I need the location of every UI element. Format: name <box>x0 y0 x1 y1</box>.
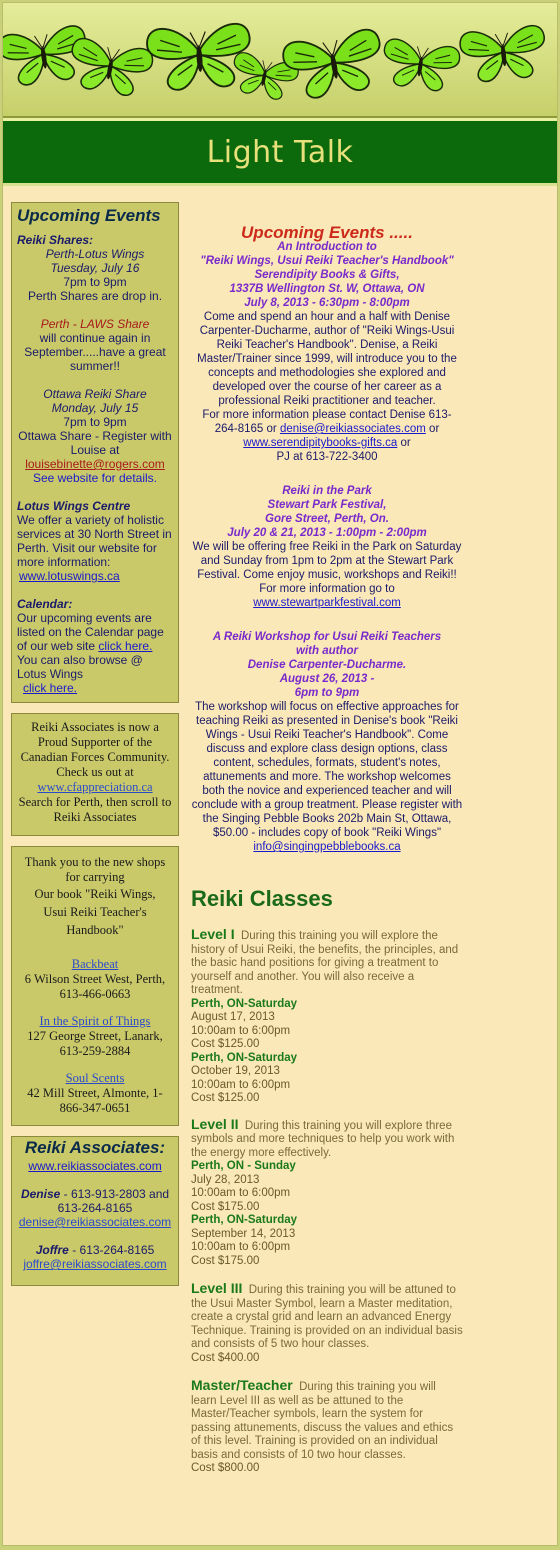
shop-name-link[interactable]: Soul Scents <box>65 1071 125 1085</box>
event-body: The workshop will focus on effective approaches for teaching Reiki as presented in Denise's book "Reiki Wings - Usui Reiki Teacher's Handbook". Come discuss and explore class design options, class content, schedules, formats, student's notes, attunements and more. The workshop welcomes both the novice and experienced teacher and will conclude with a group treatment. Please register with the Singing Pebble Books 202b Main St, Ottawa, <box>191 701 463 825</box>
or-text: or <box>425 423 440 435</box>
denise-email-link[interactable]: denise@reikiassociates.com <box>18 1215 172 1229</box>
session-location: Perth, ON-Saturday <box>191 1214 298 1226</box>
lotuswings-link[interactable]: www.lotuswings.ca <box>19 569 120 583</box>
joffre-phone: - 613-264-8165 <box>68 1243 155 1257</box>
session-time: 10:00am to 6:00pm <box>191 1024 291 1037</box>
class-level-title: Level II <box>191 1115 239 1132</box>
class-level-2 <box>191 1115 463 1269</box>
lotus-wings-text: We offer a variety of holistic services at 30 North Street in Perth. Visit our website for more information: <box>17 513 172 569</box>
session-cost: Cost $125.00 <box>191 1092 260 1104</box>
joffre-contact <box>17 1243 173 1257</box>
louise-email-link[interactable]: louisebinette@rogers.com <box>25 457 165 471</box>
calendar-title: Calendar: <box>17 597 73 611</box>
event-title-line: July 20 & 21, 2013 - 1:00pm - 2:00pm <box>227 527 427 539</box>
ottawa-share-date: Monday, July 15 <box>51 401 139 415</box>
shop-soul-scents <box>17 1071 173 1116</box>
denise-name: Denise <box>20 1187 61 1201</box>
perth-share-note: Perth Shares are drop in. <box>27 289 163 303</box>
shop-address: 42 Mill Street, Almonte, 1-866-347-0651 <box>27 1086 163 1115</box>
stewartpark-link[interactable]: www.stewartparkfestival.com <box>253 597 401 609</box>
event-title-line: July 8, 2013 - 6:30pm - 8:00pm <box>244 297 410 309</box>
event-body: We will be offering free Reiki in the Park on Saturday and Sunday from 1pm to 2pm at the Stewart Park Festival. Come enjoy music, workshops and Reiki!! For more information go to <box>192 541 462 595</box>
event-contact-text: For more information please contact Denise 613-264-8165 or <box>202 409 452 435</box>
supporter-search: Search for Perth, then scroll to Reiki Associates <box>18 795 172 824</box>
butterfly-banner <box>3 3 557 118</box>
browse-text: You can also browse @ Lotus Wings <box>17 653 143 681</box>
shop-name-link[interactable]: In the Spirit of Things <box>39 1014 151 1028</box>
reiki-shares-title: Reiki Shares: <box>17 233 94 247</box>
shops-box <box>11 846 179 1126</box>
class-level-1 <box>191 928 463 1106</box>
denise-email-link[interactable]: denise@reikiassociates.com <box>279 423 426 435</box>
class-level-title: Level I <box>191 926 235 942</box>
event-price: $50.00 - includes copy of book "Reiki Wings" <box>212 827 442 839</box>
perth-share-time: 7pm to 9pm <box>63 275 127 289</box>
session-time: 10:00am to 6:00pm <box>191 1187 291 1199</box>
main-content <box>191 186 463 1476</box>
event-title-line: with author <box>296 645 358 657</box>
or-text: or <box>397 437 411 449</box>
session-date: October 19, 2013 <box>191 1065 280 1077</box>
class-description: During this training you will be attuned to the Usui Master Symbol, learn a Master meditation, create a crystal grid and learn an advanced Energy Technique. Training is provided on an individual basis and consists of 5 two hour classes. <box>191 1284 463 1350</box>
event-contact <box>191 408 463 436</box>
session-date: September 14, 2013 <box>191 1227 296 1240</box>
event-teacher-workshop <box>191 630 463 854</box>
event-title-line: 6pm to 9pm <box>294 687 360 699</box>
reikiassociates-site-link[interactable]: www.reikiassociates.com <box>28 1159 162 1173</box>
site-title: Light Talk <box>206 134 354 170</box>
ottawa-share <box>17 387 173 485</box>
laws-share <box>17 317 173 373</box>
supporter-check: Check us out at <box>56 765 134 779</box>
session-location: Perth, ON-Saturday <box>191 997 298 1010</box>
event-reiki-in-park <box>191 484 463 610</box>
session-time: 10:00am to 6:00pm <box>191 1241 291 1253</box>
class-description: During this training you will explore three symbols and more techniques to help you work with the energy more effectively. <box>191 1119 455 1159</box>
lotus-wings-click-here-link[interactable]: click here. <box>23 681 78 695</box>
event-title-line: Gore Street, Perth, On. <box>265 513 389 525</box>
associates-box <box>11 1136 179 1286</box>
session-date: August 17, 2013 <box>191 1011 275 1023</box>
supporter-text: Reiki Associates is now a Proud Supporter of the Canadian Forces Community. <box>20 720 170 764</box>
event-title-line: August 26, 2013 - <box>279 673 375 685</box>
denise-phone: - 613-913-2803 and 613-264-8165 <box>57 1187 170 1215</box>
perth-share-date: Tuesday, July 16 <box>50 261 140 275</box>
class-cost: Cost $800.00 <box>191 1462 260 1474</box>
class-level-title: Master/Teacher <box>191 1377 293 1393</box>
class-description: During this training you will explore the history of Usui Reiki, the benefits, the principles, and the basic hand positions for giving a treatment to yourself and another. You will also receive a treatment. <box>191 930 459 996</box>
event-intro-handbook <box>191 223 463 464</box>
ottawa-share-title: Ottawa Reiki Share <box>43 387 147 401</box>
event-title-line: Reiki in the Park <box>282 485 372 497</box>
supporter-box <box>11 713 179 836</box>
shops-book: Our book "Reiki Wings, Usui Reiki Teacher's Handbook" <box>34 887 156 937</box>
class-level-3 <box>191 1282 463 1365</box>
shop-spirit-of-things <box>17 1014 173 1059</box>
session-location: Perth, ON - Sunday <box>191 1160 296 1172</box>
event-title-line: A Reiki Workshop for Usui Reiki Teachers <box>212 631 442 643</box>
event-title-line: Serendipity Books & Gifts, <box>254 269 400 281</box>
page <box>2 2 558 1546</box>
cfappreciation-link[interactable]: www.cfappreciation.ca <box>37 780 153 794</box>
associates-heading: Reiki Associates: <box>24 1138 166 1157</box>
shop-address: 127 George Street, Lanark, 613-259-2884 <box>27 1029 163 1058</box>
events-heading: Upcoming Events ..... <box>241 223 413 242</box>
session-cost: Cost $175.00 <box>191 1200 260 1213</box>
event-title-line: An Introduction to <box>277 241 377 253</box>
perth-share-title: Perth-Lotus Wings <box>45 247 145 261</box>
laws-share-title: Perth - LAWS Share <box>40 317 150 331</box>
site-title-bar <box>3 118 557 186</box>
shop-backbeat <box>17 957 173 1002</box>
event-title-line: Stewart Park Festival, <box>267 499 387 511</box>
laws-share-text: will continue again in September.....have a great summer!! <box>24 331 166 373</box>
session-time: 10:00am to 6:00pm <box>191 1078 291 1091</box>
event-body: Come and spend an hour and a half with Denise Carpenter-Ducharme, author of "Reiki Wings-Usui Reiki Teacher's Handbook". Denise, a Reiki Master/Trainer since 1999, will introduce you to the concepts and methodologies she explored and developed over the course of her career as a professional Reiki practitioner and teacher. <box>197 311 457 407</box>
event-title-line: Denise Carpenter-Ducharme. <box>247 659 407 671</box>
class-description: During this training you will learn Level III as well as be attuned to the Master/Teacher symbols, learn the system for passing attunements, discuss the values and ethics of this level. Training is provided on an individual basis and consists of 10 two hour classes. <box>191 1381 454 1461</box>
classes-heading: Reiki Classes <box>191 886 333 911</box>
sidebar <box>11 202 179 1296</box>
joffre-name: Joffre <box>35 1243 69 1257</box>
shops-intro: Thank you to the new shops for carrying <box>24 855 166 884</box>
event-title-line: "Reiki Wings, Usui Reiki Teacher's Handbook" <box>200 255 454 267</box>
class-level-title: Level III <box>191 1280 243 1296</box>
calendar-text <box>17 611 173 653</box>
session-location: Perth, ON-Saturday <box>191 1051 298 1064</box>
session-date: July 28, 2013 <box>191 1173 260 1186</box>
calendar-text-1: Our upcoming events are listed on the Calendar page of our web site <box>17 611 164 653</box>
calendar-click-here-link[interactable]: click here. <box>98 639 153 653</box>
class-cost: Cost $400.00 <box>191 1351 260 1364</box>
shop-address: 6 Wilson Street West, Perth, 613-466-0663 <box>24 972 166 1001</box>
event-title-line: 1337B Wellington St. W, Ottawa, ON <box>229 283 425 295</box>
perth-share <box>17 247 173 303</box>
joffre-email-link[interactable]: joffre@reikiassociates.com <box>23 1257 167 1271</box>
session-cost: Cost $125.00 <box>191 1038 260 1050</box>
class-master-teacher <box>191 1379 463 1476</box>
lotus-wings-title: Lotus Wings Centre <box>17 499 131 513</box>
butterflies-image <box>3 3 557 116</box>
denise-contact <box>17 1187 173 1215</box>
sidebar-events-heading: Upcoming Events <box>17 206 161 225</box>
pj-contact: PJ at 613-722-3400 <box>276 451 378 463</box>
singingpebble-email-link[interactable]: info@singingpebblebooks.ca <box>253 841 401 853</box>
see-website-link[interactable]: See website for details. <box>32 471 158 485</box>
serendipity-link[interactable]: www.serendipitybooks-gifts.ca <box>243 437 398 449</box>
ottawa-share-note: Ottawa Share - Register with Louise at <box>18 429 172 457</box>
ottawa-share-time: 7pm to 9pm <box>63 415 127 429</box>
session-cost: Cost $175.00 <box>191 1254 260 1267</box>
shop-name-link[interactable]: Backbeat <box>71 957 119 971</box>
upcoming-events-box <box>11 202 179 703</box>
